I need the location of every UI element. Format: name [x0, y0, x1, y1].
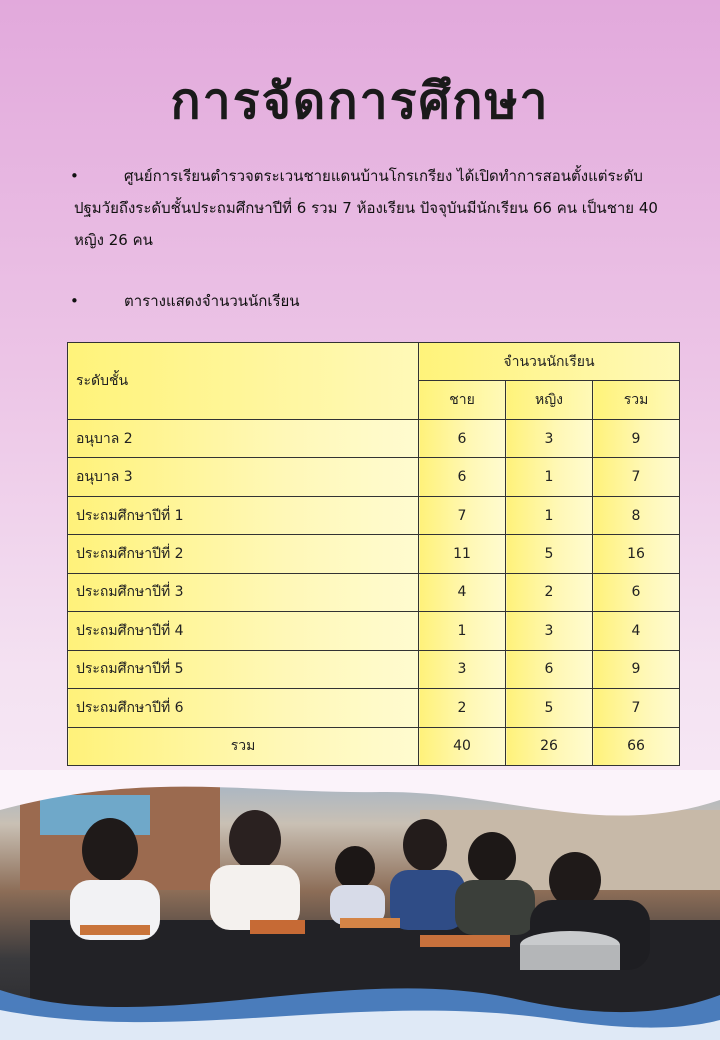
child-body	[455, 880, 535, 935]
sum-male: 40	[419, 727, 506, 765]
female-cell: 1	[506, 496, 593, 534]
male-cell: 7	[419, 496, 506, 534]
child-head	[335, 846, 375, 890]
table-row	[68, 419, 680, 457]
total-cell: 9	[593, 650, 680, 688]
total-cell: 6	[593, 573, 680, 611]
male-cell: 1	[419, 612, 506, 650]
sum-total: 66	[593, 727, 680, 765]
students-activity-photo	[0, 770, 720, 1040]
craft-item	[250, 920, 305, 934]
table-row	[68, 496, 680, 534]
total-cell: 7	[593, 458, 680, 496]
level-cell: ประถมศึกษาปีที่ 2	[68, 535, 419, 573]
intro-paragraph	[70, 160, 678, 256]
female-cell: 3	[506, 612, 593, 650]
bottom-wave	[0, 950, 720, 1040]
female-cell: 2	[506, 573, 593, 611]
total-cell: 7	[593, 689, 680, 727]
total-cell: 16	[593, 535, 680, 573]
table-row	[68, 612, 680, 650]
male-cell: 6	[419, 419, 506, 457]
child-body	[390, 870, 465, 930]
intro-text: ศูนย์การเรียนตำรวจตระเวนชายแดนบ้านโกรเกรียง ได้เปิดทำการสอนตั้งแต่ระดับปฐมวัยถึงระดับชั้นประถมศึกษาปีที่ 6 รวม 7 ห้องเรียน ปัจจุบันมีนักเรียน 66 คน เป็นชาย 40 หญิง 26 คน	[74, 167, 658, 249]
table-caption: ตารางแสดงจำนวนนักเรียน	[124, 292, 300, 310]
male-cell: 3	[419, 650, 506, 688]
level-cell: ประถมศึกษาปีที่ 4	[68, 612, 419, 650]
level-cell: ประถมศึกษาปีที่ 1	[68, 496, 419, 534]
level-header: ระดับชั้น	[68, 343, 419, 420]
table-row	[68, 689, 680, 727]
female-cell: 5	[506, 689, 593, 727]
male-cell: 2	[419, 689, 506, 727]
student-count-table	[67, 342, 680, 766]
craft-item	[80, 925, 150, 935]
total-header: รวม	[593, 381, 680, 419]
table-header-row	[68, 343, 680, 381]
total-cell: 8	[593, 496, 680, 534]
female-header: หญิง	[506, 381, 593, 419]
male-cell: 6	[419, 458, 506, 496]
female-cell: 1	[506, 458, 593, 496]
total-cell: 4	[593, 612, 680, 650]
female-cell: 5	[506, 535, 593, 573]
table-row	[68, 458, 680, 496]
total-cell: 9	[593, 419, 680, 457]
bullet-icon: •	[70, 292, 79, 310]
page-title: การจัดการศึกษา	[170, 71, 550, 130]
child-head	[549, 852, 601, 908]
female-cell: 6	[506, 650, 593, 688]
bullet-icon: •	[70, 167, 79, 185]
level-cell: ประถมศึกษาปีที่ 3	[68, 573, 419, 611]
craft-item	[420, 935, 510, 947]
level-cell: ประถมศึกษาปีที่ 6	[68, 689, 419, 727]
table-row	[68, 573, 680, 611]
male-cell: 4	[419, 573, 506, 611]
sum-label: รวม	[68, 727, 419, 765]
level-cell: ประถมศึกษาปีที่ 5	[68, 650, 419, 688]
count-header: จำนวนนักเรียน	[419, 343, 680, 381]
sum-female: 26	[506, 727, 593, 765]
level-cell: อนุบาล 2	[68, 419, 419, 457]
table-row	[68, 650, 680, 688]
male-cell: 11	[419, 535, 506, 573]
male-header: ชาย	[419, 381, 506, 419]
level-cell: อนุบาล 3	[68, 458, 419, 496]
top-wave	[0, 770, 720, 850]
female-cell: 3	[506, 419, 593, 457]
craft-item	[340, 918, 400, 928]
table-sum-row	[68, 727, 680, 765]
table-caption-paragraph	[70, 285, 678, 317]
table-row	[68, 535, 680, 573]
